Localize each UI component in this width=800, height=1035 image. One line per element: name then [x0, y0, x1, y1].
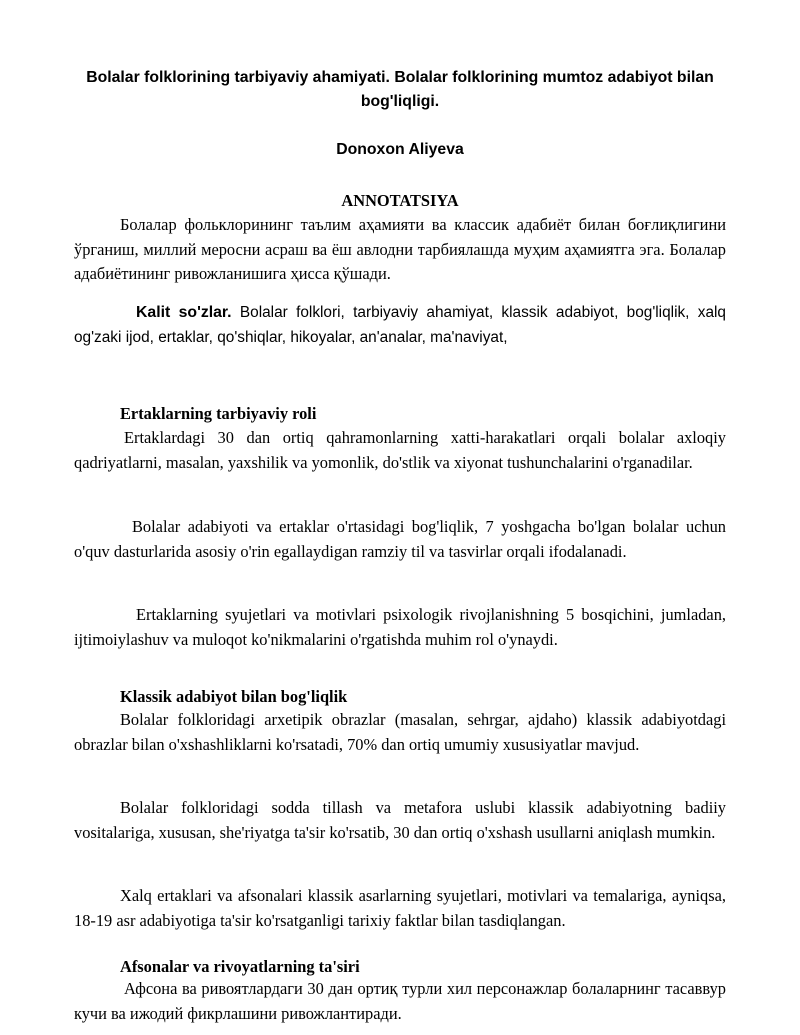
keywords-text: Bolalar folklori, tarbiyaviy ahamiyat, klassik adabiyot, bog'liqlik, xalq og'zaki ijod, ertaklar, qo'shiqlar, hikoyalar, an'analar, ma'naviyat, — [74, 304, 726, 346]
section3-paragraph-1: Афсона ва ривоятлардаги 30 дан ортиқ турли хил персонажлар болаларнинг тасаввур кучи ва ижодий фикрлашини ривожлантиради. — [74, 979, 726, 1023]
section1-paragraph-3: Ertaklarning syujetlari va motivlari psixologik rivojlanishning 5 bosqichini, jumladan, ijtimoiylashuv va muloqot ko'nikmalarini o'rgatishda muhim rol o'ynaydi. — [74, 605, 726, 649]
keywords-label: Kalit so'zlar. — [136, 304, 232, 321]
section-heading-tales: Ertaklarning tarbiyaviy roli — [120, 404, 317, 423]
annotation-text: Болалар фольклорининг таълим аҳамияти ва классик адабиёт билан боғлиқлигини ўрганиш, миллий меросни асраш ва ёш авлодни тарбиялашда муҳим аҳамиятга эга. Болалар адабиётининг ривожланишига ҳисса қўшади. — [74, 215, 726, 283]
section2-paragraph-2: Bolalar folkloridagi sodda tillash va metafora uslubi klassik adabiyotning badiiy vositalariga, xususan, she'riyatga ta'sir ko'rsatib, 30 dan ortiq o'xshash usullarni aniqlash mumkin. — [74, 798, 726, 842]
keywords-paragraph — [74, 301, 726, 350]
annotation-heading: ANNOTATSIYA — [341, 191, 459, 210]
section-heading-legends: Afsonalar va rivoyatlarning ta'siri — [120, 957, 360, 976]
section1-paragraph-1: Ertaklardagi 30 dan ortiq qahramonlarning xatti-harakatlari orqali bolalar axloqiy qadriyatlarni, masalan, yaxshilik va yomonlik, do'stlik va xiyonat tushunchalarini o'rganadilar. — [74, 428, 726, 472]
section-heading-classic: Klassik adabiyot bilan bog'liqlik — [120, 687, 348, 706]
section2-paragraph-1: Bolalar folkloridagi arxetipik obrazlar (masalan, sehrgar, ajdaho) klassik adabiyotdagi obrazlar bilan o'xshashliklarni ko'rsatadi, 70% dan ortiq umumiy xususiyatlar mavjud. — [74, 710, 726, 754]
section2-paragraph-3: Xalq ertaklari va afsonalari klassik asarlarning syujetlari, motivlari va temalariga, ayniqsa, 18-19 asr adabiyotiga ta'sir ko'rsatganligi tarixiy faktlar bilan tasdiqlangan. — [74, 886, 726, 930]
section1-paragraph-2: Bolalar adabiyoti va ertaklar o'rtasidagi bog'liqlik, 7 yoshgacha bo'lgan bolalar uchun o'quv dasturlarida asosiy o'rin egallaydigan ramziy til va tasvirlar orqali ifodalanadi. — [74, 517, 726, 561]
document-title: Bolalar folklorining tarbiyaviy ahamiyati. Bolalar folklorining mumtoz adabiyot bilan bog'liqligi. — [86, 69, 714, 110]
author-name: Donoxon Aliyeva — [336, 141, 464, 158]
